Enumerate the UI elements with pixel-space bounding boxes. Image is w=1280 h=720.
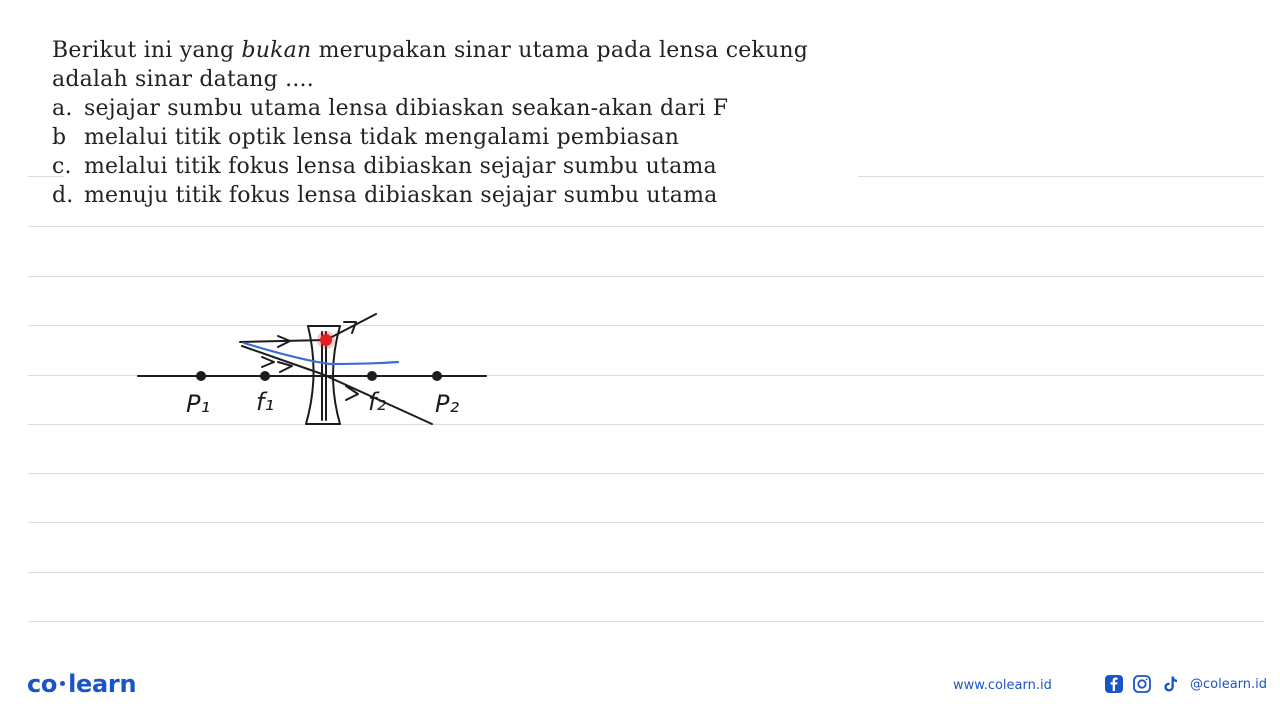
brand-learn: learn [68,670,137,698]
social-handle[interactable]: @colearn.id [1190,676,1268,692]
point-p1 [196,371,206,381]
point-p2 [432,371,442,381]
label-f2: f₂ [368,388,387,416]
option-letter: c. [52,154,72,179]
option-letter: a. [52,96,73,121]
website-link[interactable]: www.colearn.id [953,678,1052,693]
footer [0,662,1280,712]
point-f1 [260,371,270,381]
option-text: sejajar sumbu utama lensa dibiaskan seakan-akan dari F [84,96,729,121]
label-f1: f₁ [256,388,275,416]
question-stem-line2: adalah sinar datang .... [52,67,314,92]
facebook-icon[interactable] [1104,674,1124,694]
brand-co: co [27,670,58,698]
stem-suffix: merupakan sinar utama pada lensa cekung [311,38,809,63]
social-links [1104,674,1267,694]
arrowhead [262,357,274,367]
label-p2: P₂ [435,390,460,418]
instagram-icon[interactable] [1132,674,1152,694]
option-text: menuju titik fokus lensa dibiaskan sejajar sumbu utama [84,183,718,208]
tiktok-icon[interactable] [1160,674,1180,694]
stem-emphasis: bukan [241,38,312,63]
brand-dot [60,681,65,686]
option-text: melalui titik optik lensa tidak mengalami pembiasan [84,125,680,150]
option-letter: b [52,125,67,150]
point-f2 [367,371,377,381]
option-letter: d. [52,183,74,208]
stem-prefix: Berikut ini yang [52,38,242,63]
option-text: melalui titik fokus lensa dibiaskan sejajar sumbu utama [84,154,717,179]
label-p1: P₁ [186,390,211,418]
colearn-logo[interactable] [27,670,136,698]
